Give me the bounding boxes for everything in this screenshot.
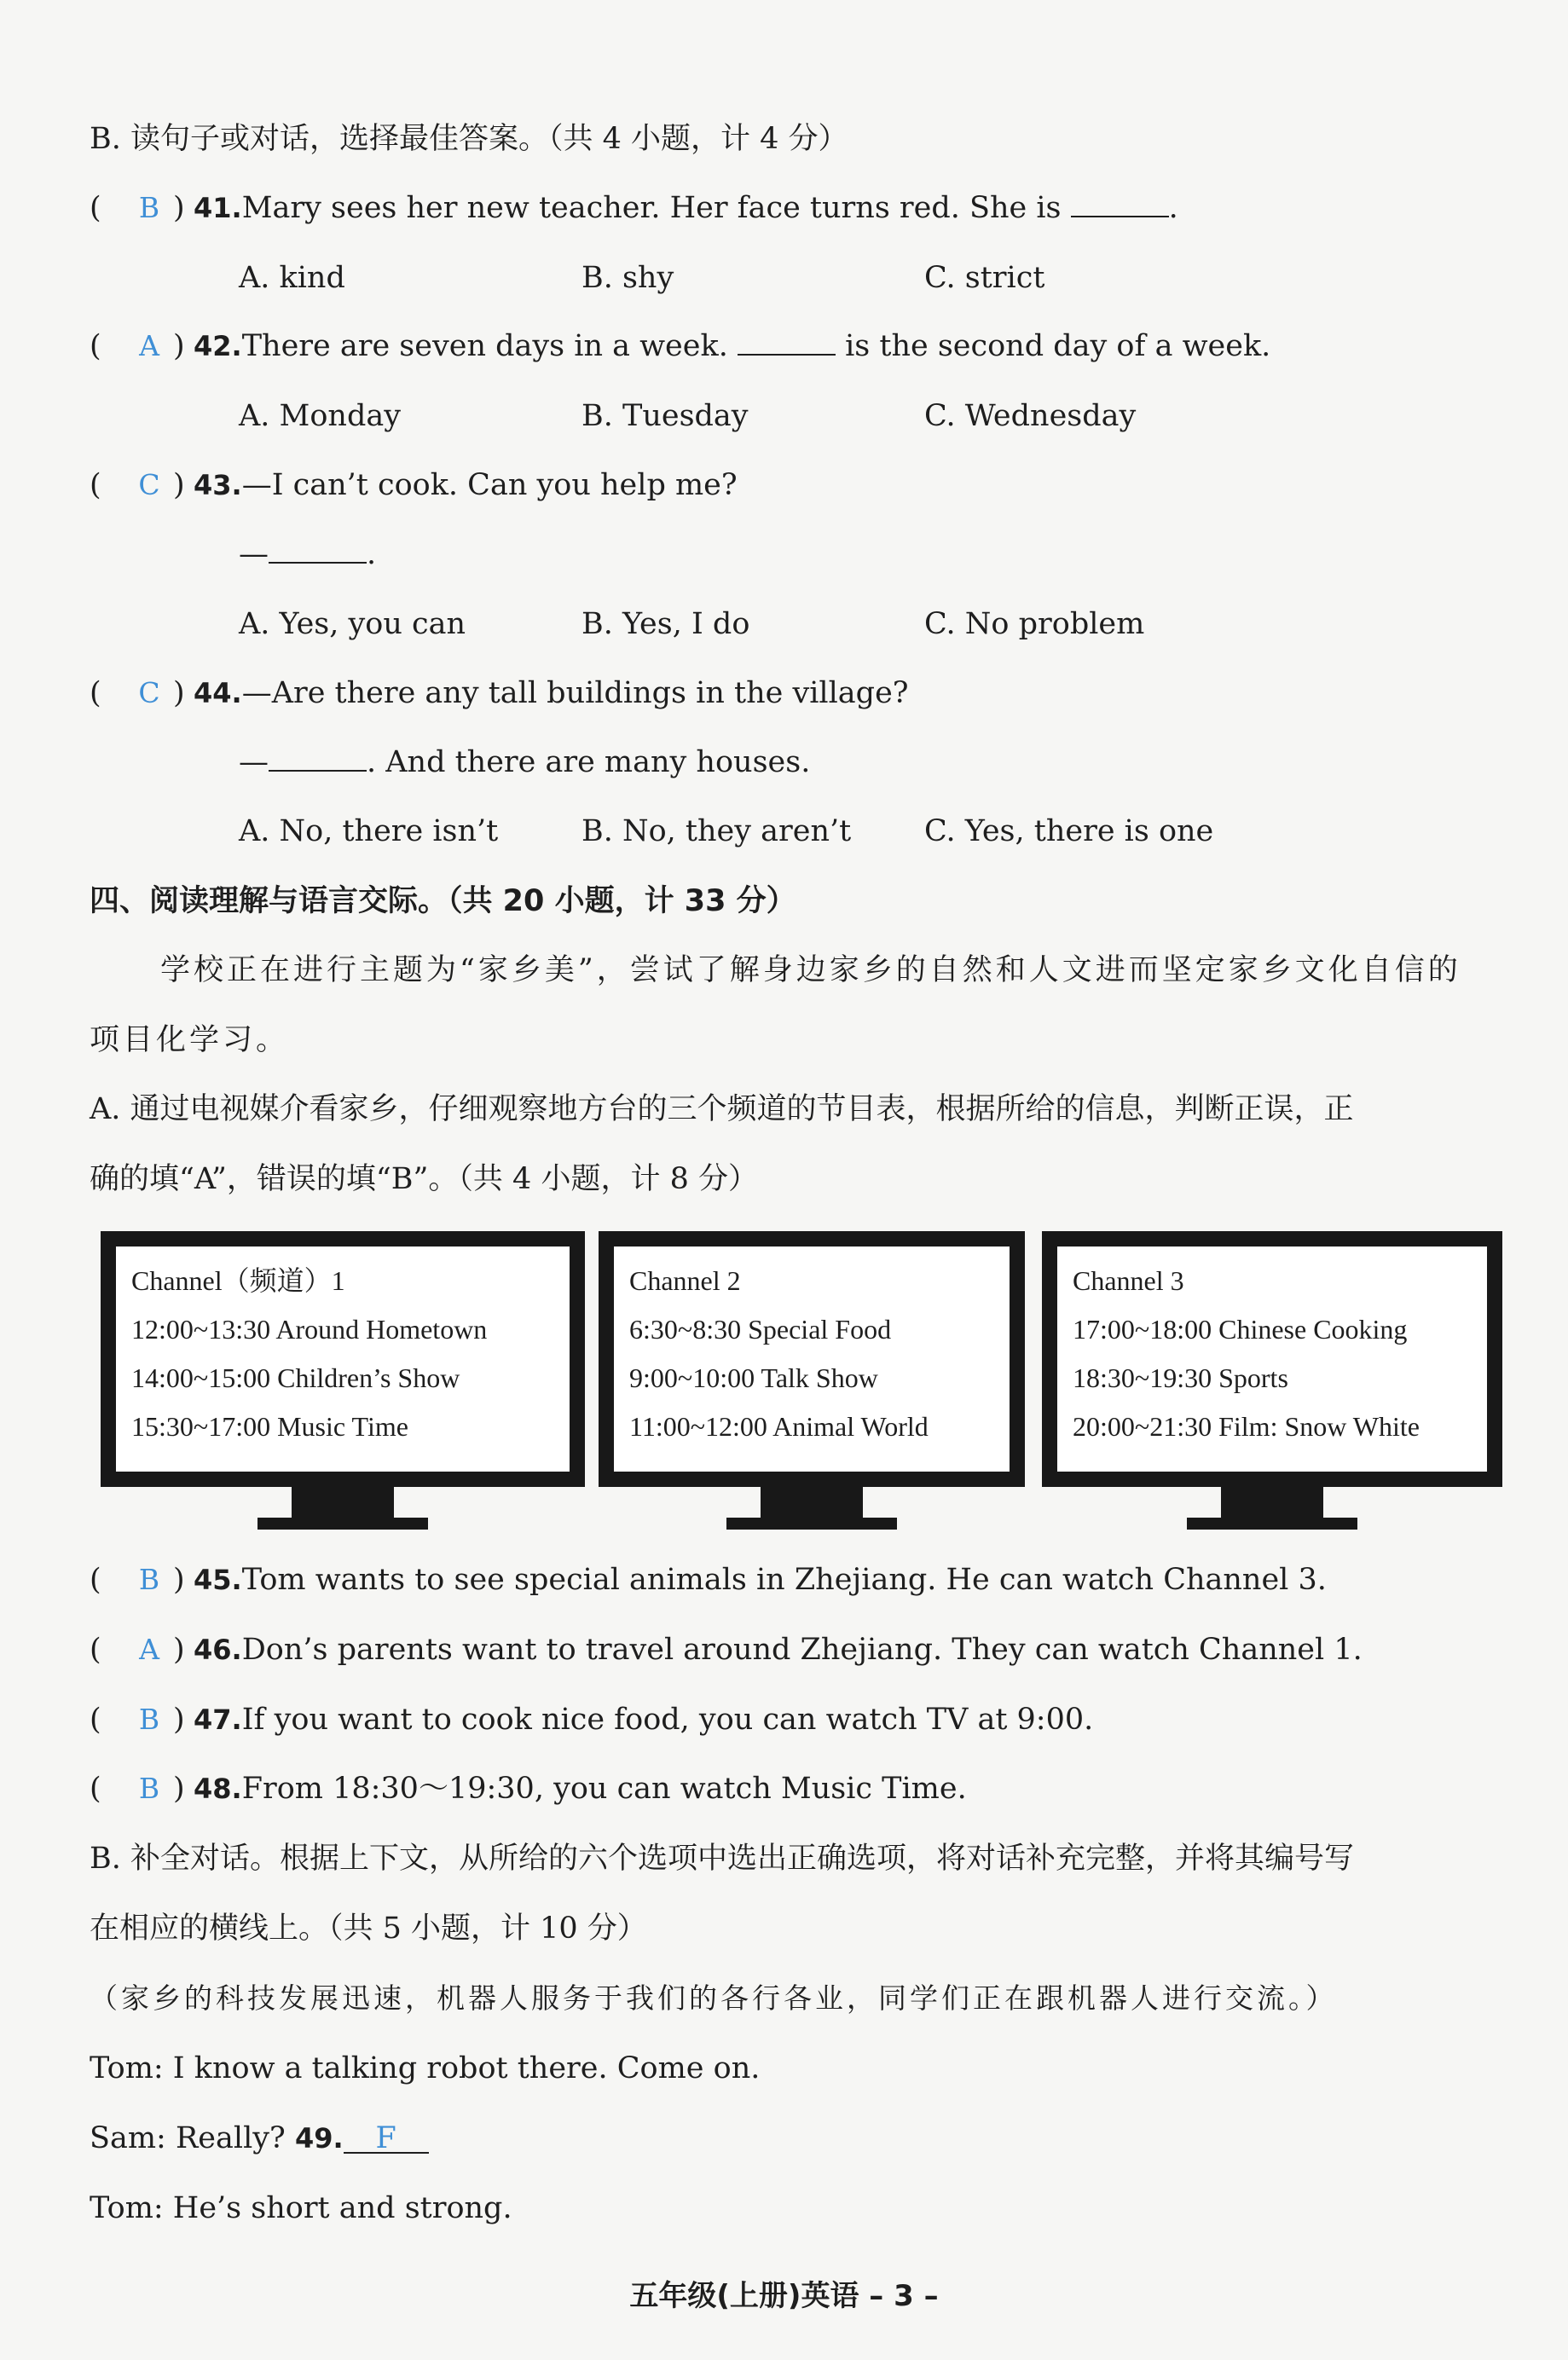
answer-41[interactable]: B [138,191,160,224]
channel-name: Channel 2 [629,1265,741,1296]
program-item: 12:00~13:30 Around Hometown [131,1314,488,1345]
answer-49[interactable]: F [344,2120,429,2154]
channel-schedule [1073,1257,1420,1451]
section-4-title: 四、阅读理解与语言交际。（共 20 小题，计 33 分） [90,884,796,918]
dialogue-line-1: Tom: I know a talking robot there. Come on. [90,2051,761,2085]
question-number: 42. [194,330,242,362]
tv-stand [1221,1487,1323,1518]
option-a: A. kind [239,261,345,295]
tv-base [726,1518,897,1530]
answer-48[interactable]: B [138,1772,160,1805]
question-43: ( C ) 43. —I can’t cook. Can you help me? [90,468,738,502]
option-b: B. shy [581,261,674,295]
program-item: 14:00~15:00 Children’s Show [131,1362,460,1393]
intro-text-line-2: 项目化学习。 [90,1023,290,1057]
answer-45[interactable]: B [138,1563,160,1596]
channel-schedule [629,1257,929,1451]
question-number: 46. [194,1634,242,1666]
option-c: C. Wednesday [924,399,1137,433]
question-number: 41. [194,192,242,224]
question-46: ( A ) 46. Don’s parents want to travel around Zhejiang. They can watch Channel 1. [90,1633,1363,1667]
tv-stand [761,1487,863,1518]
question-number: 44. [194,677,242,709]
answer-blank[interactable] [738,328,836,356]
part-b-instructions-line-1: B. 补全对话。根据上下文，从所给的六个选项中选出正确选项，将对话补充完整，并将其编号写 [90,1842,1354,1876]
part-a-instructions-line-1: A. 通过电视媒介看家乡，仔细观察地方台的三个频道的节目表，根据所给的信息，判断正误，正 [90,1092,1354,1126]
tv-channel-2 [599,1231,1025,1530]
question-text: Don’s parents want to travel around Zhejiang. They can watch Channel 1. [241,1633,1363,1667]
tv-base [1187,1518,1357,1530]
question-number: 43. [194,469,242,501]
question-48: ( B ) 48. From 18:30～19:30, you can watch Music Time. [90,1772,967,1806]
program-item: 9:00~10:00 Talk Show [629,1362,878,1393]
question-45: ( B ) 45. Tom wants to see special animals in Zhejiang. He can watch Channel 3. [90,1563,1327,1597]
question-number: 48. [194,1773,242,1805]
part-b-note: （家乡的科技发展迅速，机器人服务于我们的各行各业，同学们正在跟机器人进行交流。） [90,1981,1338,2015]
part-b-instructions-line-2: 在相应的横线上。（共 5 小题，计 10 分） [90,1912,647,1946]
tv-channel-3 [1042,1231,1502,1530]
question-text: There are seven days in a week. [241,329,728,363]
section-b-title: B. 读句子或对话，选择最佳答案。（共 4 小题，计 4 分） [90,122,848,156]
question-number: 47. [194,1703,242,1736]
option-c: C. No problem [924,607,1145,641]
answer-46[interactable]: A [139,1633,159,1666]
response-line-43: — . [239,537,377,571]
program-item: 17:00~18:00 Chinese Cooking [1073,1314,1408,1345]
channel-name: Channel（频道）1 [131,1265,345,1296]
option-c: C. strict [924,261,1045,295]
program-item: 6:30~8:30 Special Food [629,1314,892,1345]
program-item: 11:00~12:00 Animal World [629,1411,929,1442]
tv-stand [292,1487,394,1518]
question-text: Mary sees her new teacher. Her face turns red. She is [241,191,1062,225]
program-item: 18:30~19:30 Sports [1073,1362,1288,1393]
option-b: B. No, they aren’t [581,814,852,848]
question-41: ( B ) 41. Mary sees her new teacher. Her face turns red. She is . [90,191,1178,225]
answer-blank[interactable] [269,536,367,564]
answer-43[interactable]: C [138,468,160,501]
answer-42[interactable]: A [139,329,159,362]
dialogue-line-3: Tom: He’s short and strong. [90,2191,512,2225]
question-number: 49. [294,2122,344,2155]
response-line-44: — . And there are many houses. [239,745,811,779]
question-47: ( B ) 47. If you want to cook nice food, you can watch TV at 9:00. [90,1703,1094,1737]
option-a: A. Yes, you can [239,607,466,641]
question-text: From 18:30～19:30, you can watch Music Time. [241,1772,967,1806]
tv-channel-1 [101,1231,585,1530]
question-text: If you want to cook nice food, you can watch TV at 9:00. [241,1703,1094,1737]
part-a-instructions-line-2: 确的填“A”，错误的填“B”。（共 4 小题，计 8 分） [90,1162,758,1196]
channel-name: Channel 3 [1073,1265,1184,1296]
program-item: 20:00~21:30 Film: Snow White [1073,1411,1420,1442]
option-a: A. Monday [239,399,402,433]
answer-47[interactable]: B [138,1703,160,1736]
channel-schedule [131,1257,487,1451]
page-footer: 五年级(上册)英语 – 3 – [629,2279,939,2313]
question-44: ( C ) 44. —Are there any tall buildings in the village? [90,676,909,710]
question-number: 45. [194,1564,242,1596]
tv-base [257,1518,428,1530]
answer-blank[interactable] [1071,190,1169,217]
option-a: A. No, there isn’t [239,814,499,848]
question-text: —Are there any tall buildings in the village? [241,676,909,710]
option-c: C. Yes, there is one [924,814,1214,848]
answer-44[interactable]: C [138,676,160,709]
question-text: Tom wants to see special animals in Zhejiang. He can watch Channel 3. [241,1563,1327,1597]
answer-blank[interactable] [269,744,367,772]
question-text: —I can’t cook. Can you help me? [241,468,738,502]
dialogue-line-2: Sam: Really? 49. F [90,2120,429,2157]
intro-text-line-1: 学校正在进行主题为“家乡美”，尝试了解身边家乡的自然和人文进而坚定家乡文化自信的 [160,953,1461,987]
program-item: 15:30~17:00 Music Time [131,1411,408,1442]
question-42: ( A ) 42. There are seven days in a week. is the second day of a week. [90,329,1271,363]
option-b: B. Tuesday [581,399,749,433]
option-b: B. Yes, I do [581,607,750,641]
